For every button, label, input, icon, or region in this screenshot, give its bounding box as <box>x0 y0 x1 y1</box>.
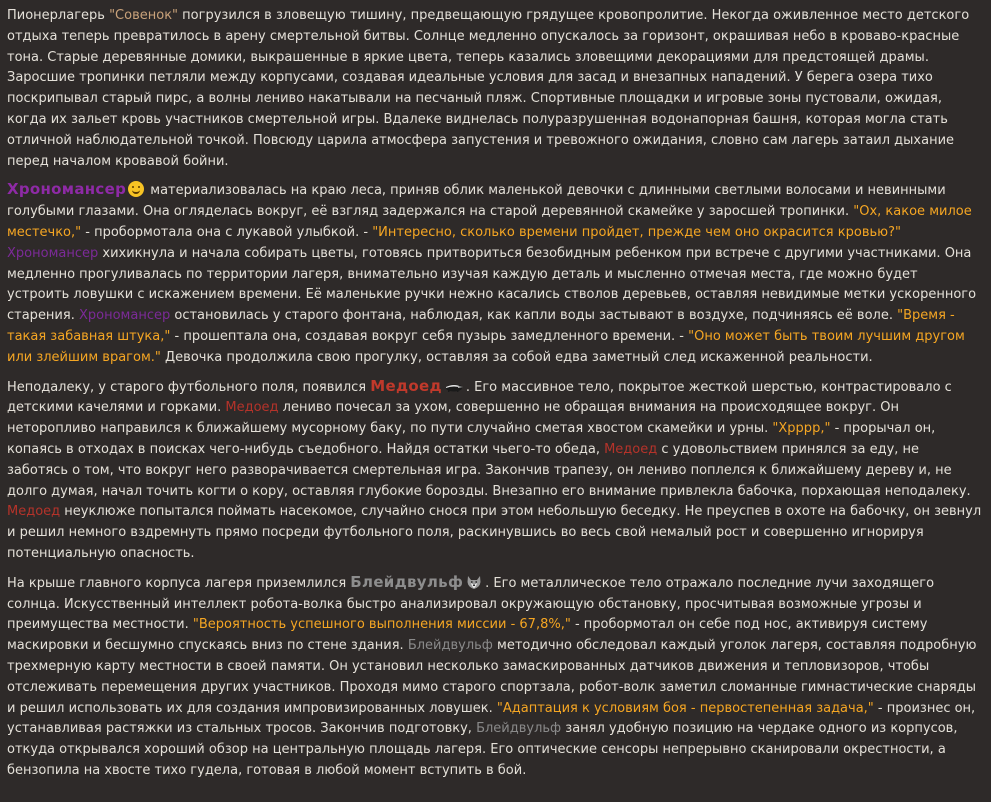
quote: "Хрррр," <box>772 421 831 437</box>
paragraph-chronomancer <box>7 179 983 368</box>
character-mention-chronomancer: Хрономансер <box>7 245 99 261</box>
camp-name: "Совенок" <box>109 8 179 23</box>
character-mention-honey-badger: Медоед <box>225 400 279 416</box>
text-segment: материализовалась на краю леса, приняв облик маленькой девочки с длинными светлыми волосами и невинными голубыми глазами. Она огляделась вокруг, её взгляд задержался на старой деревянной скамейке у заросшей тропинки. <box>7 183 946 220</box>
text-segment: методично обследовал каждый уголок лагеря, составляя подробную трехмерную карту местности в своей памяти. Он установил несколько замаскированных датчиков движения и тепловизоров, чтобы отслеживать перемещения других участников. Проходя мимо старого спортзала, робот-волк заметил сломанные гимнастические снаряды и решил использовать их для создания импровизированных ловушек. <box>7 638 977 716</box>
paragraph-honey-badger <box>7 376 983 565</box>
quote: "Интересно, сколько времени пройдет, прежде чем оно окрасится кровью?" <box>372 224 901 240</box>
text-segment: занял удобную позицию на чердаке одного из корпусов, откуда открывался хороший обзор на центральную площадь лагеря. Его оптические сенсоры непрерывно сканировали окрестности, а бензопила на хвосте тихо гудела, готовая в любой момент вступить в бой. <box>7 721 958 778</box>
text-segment: - прошептала она, создавая вокруг себя пузырь замедленного времени. - <box>170 328 689 344</box>
character-mention-chronomancer: Хрономансер <box>78 308 171 324</box>
character-mention-honey-badger: Медоед <box>7 504 61 520</box>
character-mention-honey-badger: Медоед <box>604 441 658 457</box>
character-mention-bladewolf: Блейдвульф <box>476 721 562 737</box>
quote: "Вероятность успешного выполнения миссии - 67,8%," <box>192 617 571 633</box>
badger-icon <box>444 382 464 392</box>
text-segment: Девочка продолжила свою прогулку, оставляя за собой едва заметный след искаженной реальности. <box>160 349 873 365</box>
quote: "Адаптация к условиям боя - первостепенная задача," <box>496 700 874 716</box>
text-segment: - произнес он, устанавливая растяжки из стальных тросов. Закончив подготовку, <box>7 700 976 737</box>
text-segment: лениво почесал за ухом, совершенно не обращая внимания на происходящее вокруг. Он неторопливо направился к ближайшему мусорному баку, по пути случайно сметая хвостом скамейки и урны. <box>7 400 900 437</box>
text-segment: хихикнула и начала собирать цветы, готовясь притвориться безобидным ребенком при встрече с другими участниками. Она медленно прогуливалась по территории лагеря, внимательно изучая каждую деталь и мысленно отмечая места, где можно будет устроить ловушки с искажением времени. Её маленькие ручки нежно касались стволов деревьев, оставляя невидимые метки ускоренного старения. <box>7 245 977 324</box>
smiling-face-icon <box>128 181 144 197</box>
text-segment: . Его массивное тело, покрытое жесткой шерстью, контрастировало с детскими качелями и горками. <box>7 379 952 416</box>
character-name-honey-badger: Медоед <box>370 376 442 395</box>
wolf-icon <box>465 574 483 590</box>
paragraph-setting <box>7 6 983 172</box>
text-segment: - пробормотал он себе под нос, активируя систему маскировки и бесшумно спускаясь вниз по стене здания. <box>7 617 928 654</box>
text-segment: - пробормотала она с лукавой улыбкой. - <box>81 224 373 240</box>
paragraph-bladewolf <box>7 572 983 782</box>
character-name-chronomancer: Хрономансер <box>7 180 127 199</box>
text-segment: Пионерлагерь <box>7 8 110 23</box>
character-name-bladewolf: Блейдвульф <box>350 572 464 591</box>
text-segment: На крыше главного корпуса лагеря приземлился <box>7 575 351 591</box>
text-segment: неуклюже попытался поймать насекомое, случайно снося при этом небольшую беседку. Не преуспев в охоте на бабочку, он зевнул и решил немного вздремнуть прямо посреди футбольного поля, раскинувшись во весь свой немалый рост и совершенно игнорируя потенциальную опасность. <box>7 504 982 561</box>
text-segment: погрузился в зловещую тишину, предвещающую грядущее кровопролитие. Некогда оживленное место детского отдыха теперь превратилось в арену смертельной битвы. Солнце медленно опускалось за горизонт, окрашивая небо в кроваво-красные тона. Старые деревянные домики, выкрашенные в яркие цвета, теперь казались зловещими декорациями для предстоящей драмы. Заросшие тропинки петляли между корпусами, создавая идеальные условия для засад и внезапных нападений. У берега озера тихо поскрипывал старый пирс, а волны лениво накатывали на песчаный пляж. Спортивные площадки и игровые зоны пустовали, ожидая, когда их зальет кровь участников смертельной игры. Вдалеке виднелась полуразрушенная водонапорная башня, которая могла стать отличной наблюдательной точкой. Повсюду царила атмосфера запустения и тревожного ожидания, словно сам лагерь затаил дыхание перед началом кровавой бойни. <box>7 8 970 169</box>
text-segment: - прорычал он, копаясь в отходах в поисках чего-нибудь съедобного. Найдя остатки чьего-то обеда, <box>7 421 936 457</box>
quote: "Оно может быть твоим лучшим другом или злейшим врагом." <box>7 328 965 365</box>
text-segment: остановилась у старого фонтана, наблюдая, как капли воды застывают в воздухе, подчиняясь её воле. <box>170 308 898 324</box>
quote: "Время - такая забавная штука," <box>7 308 955 344</box>
quote: "Ох, какое милое местечко," <box>7 204 972 240</box>
character-mention-bladewolf: Блейдвульф <box>407 638 493 654</box>
text-segment: Неподалеку, у старого футбольного поля, появился <box>7 379 371 395</box>
text-segment: с удовольствием принялся за еду, не заботясь о том, что вокруг него разворачивается смертельная игра. Закончив трапезу, он лениво поплелся к ближайшему дереву и, не долго думая, начал точить когти о кору, оставляя глубокие борозды. Внезапно его внимание привлекла бабочка, порхающая неподалеку. <box>7 441 971 499</box>
text-segment: . Его металлическое тело отражало последние лучи заходящего солнца. Искусственный интеллект робота-волка быстро анализировал окружающую обстановку, просчитывая возможные угрозы и преимущества местности. <box>7 575 935 633</box>
